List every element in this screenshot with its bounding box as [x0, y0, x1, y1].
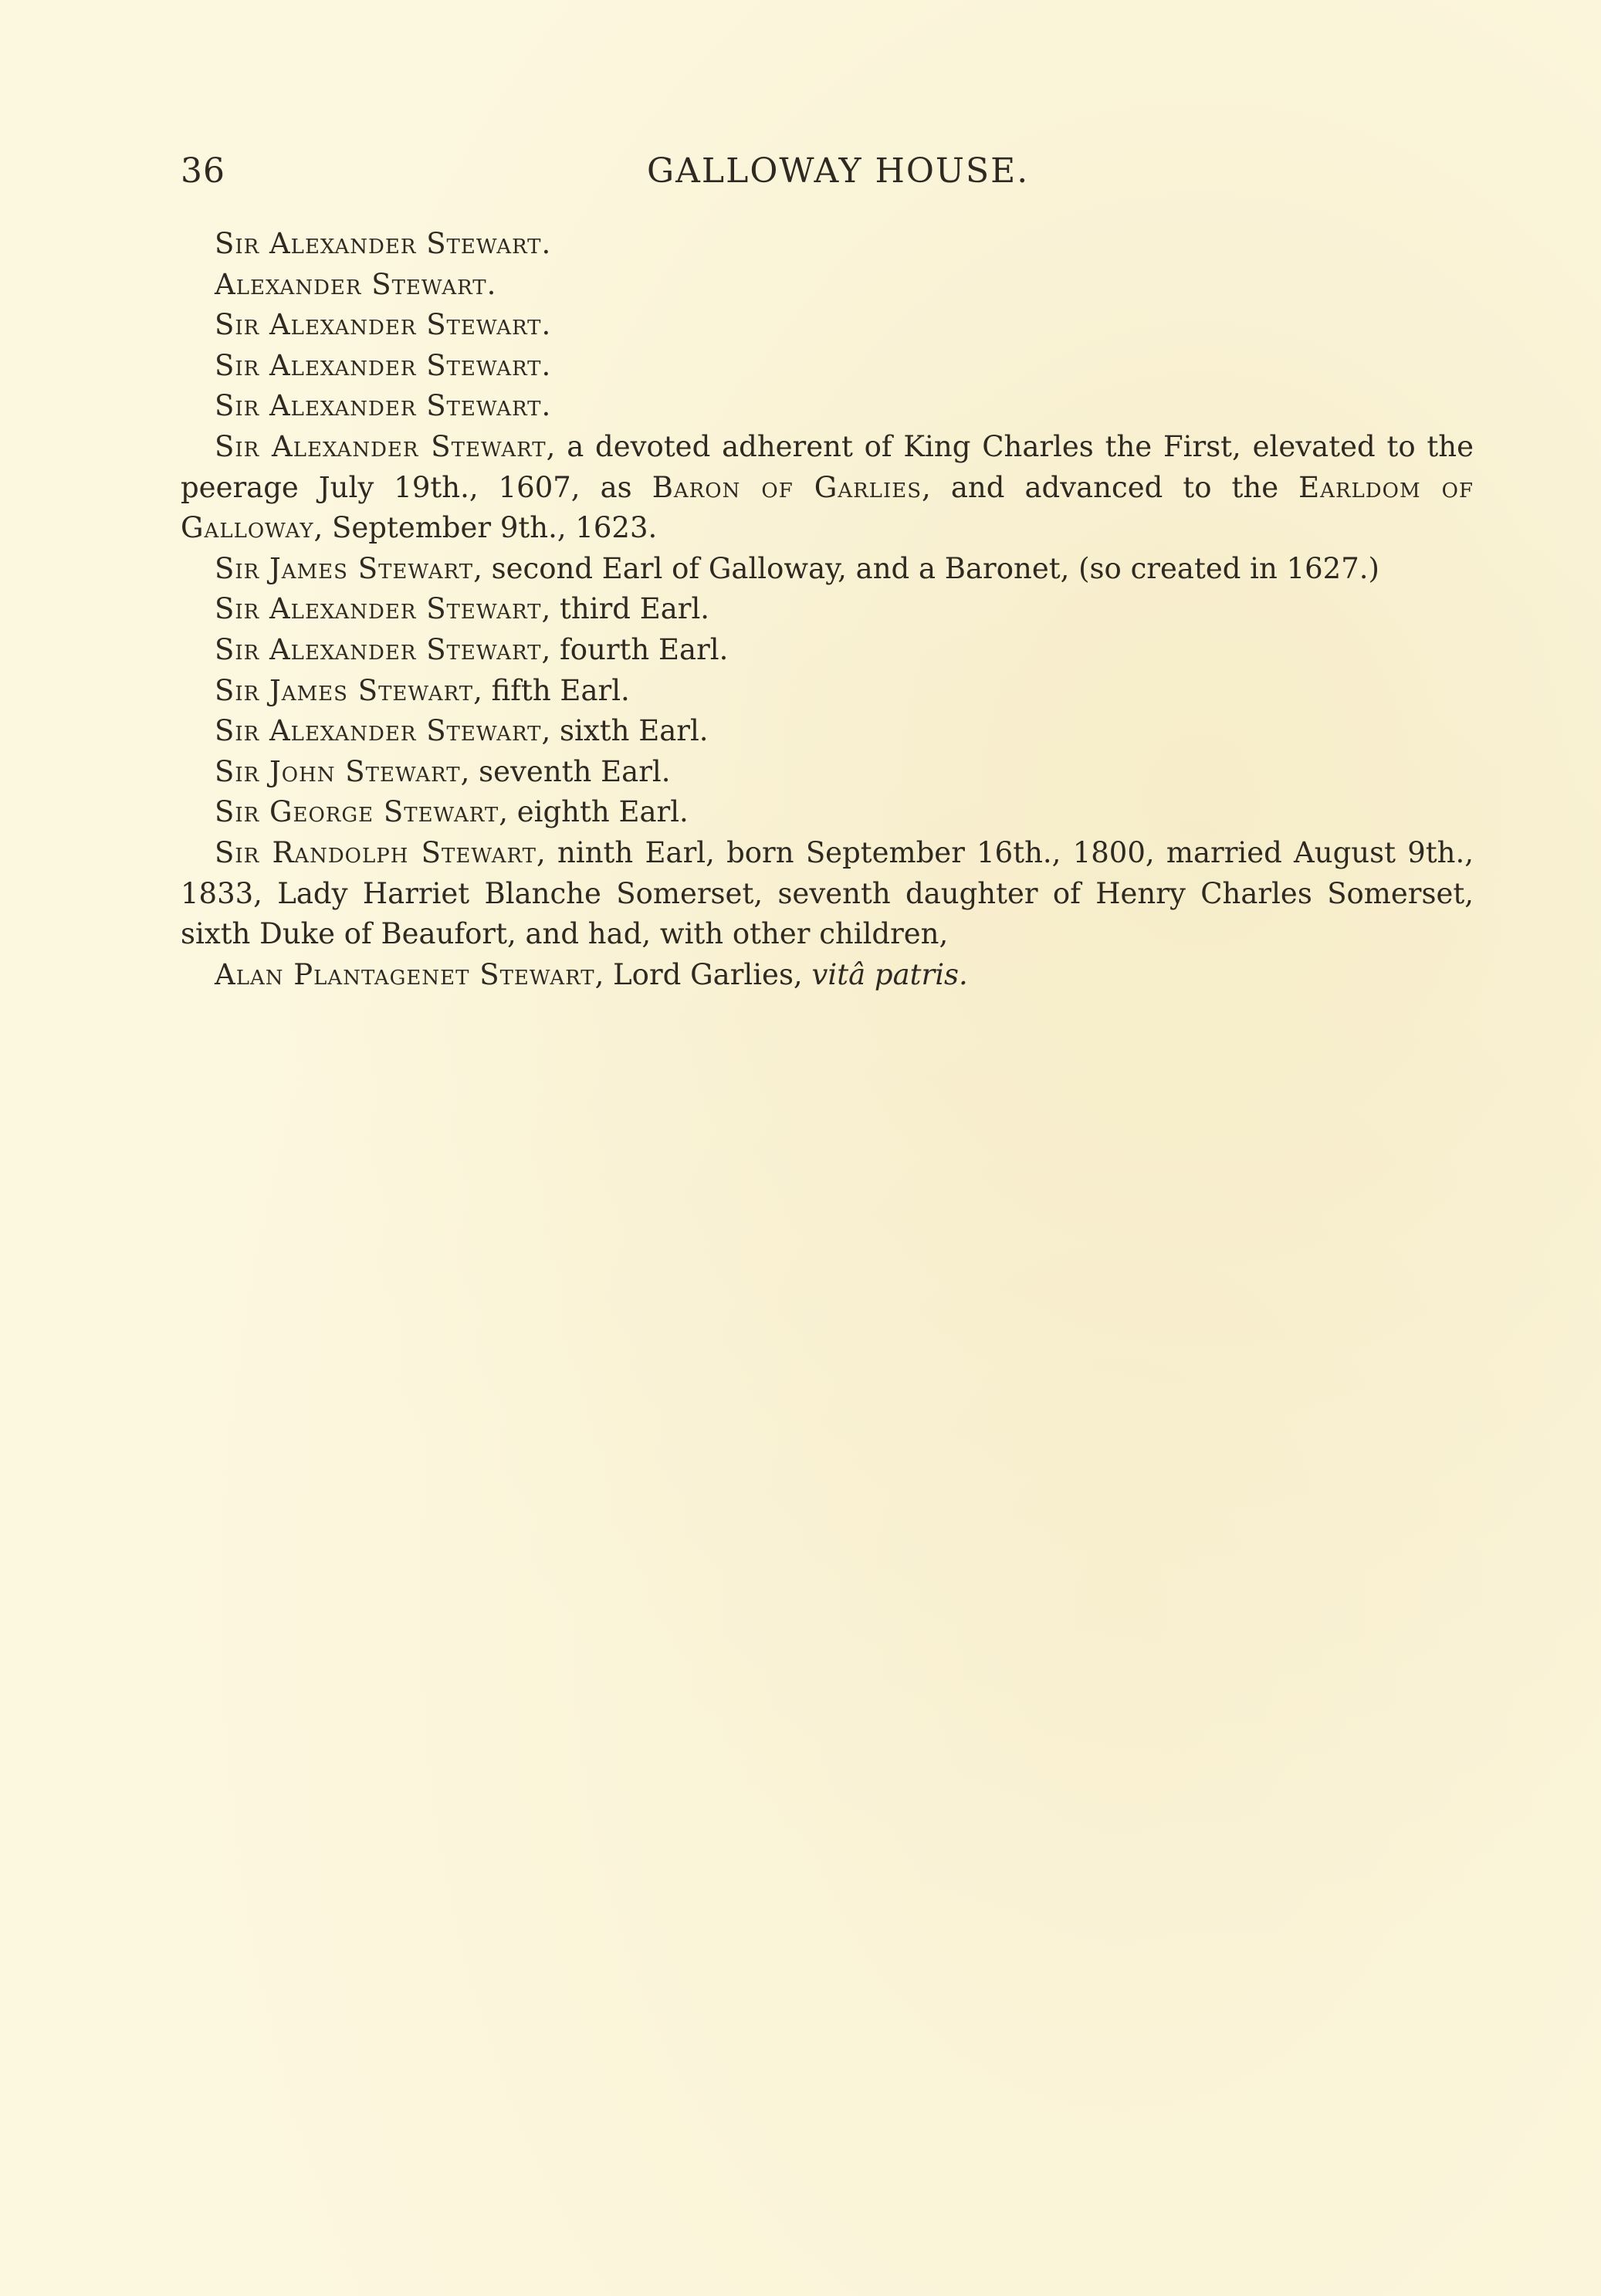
- entry-text: .: [541, 389, 551, 423]
- entry-text: , Lord Garlies,: [594, 957, 812, 991]
- list-item: [181, 833, 1474, 955]
- list-item: [181, 752, 1474, 793]
- entry-text: , seventh Earl.: [460, 754, 671, 788]
- person-name: Sir Alexander Stewart: [215, 632, 542, 666]
- running-head: [181, 151, 1477, 198]
- genealogy-list: [181, 224, 1474, 995]
- list-item: [181, 792, 1474, 833]
- person-name: Sir Randolph Stewart: [215, 835, 537, 869]
- entry-text: , and advanced to the: [922, 470, 1299, 504]
- entry-text: , second Earl of Galloway, and a Baronet, (so created in 1627.): [473, 551, 1379, 585]
- list-item: [181, 589, 1474, 630]
- person-name: Sir Alexander Stewart: [215, 308, 542, 342]
- page-number: 36: [181, 151, 225, 191]
- person-name: Sir Alexander Stewart: [215, 714, 542, 748]
- list-item: [181, 711, 1474, 752]
- entry-text: , fourth Earl.: [541, 632, 729, 666]
- entry-text: , September 9th., 1623.: [313, 511, 658, 545]
- person-name: Sir George Stewart: [215, 795, 499, 829]
- entry-text: .: [486, 267, 496, 301]
- list-item: [181, 305, 1474, 346]
- list-item: [181, 346, 1474, 387]
- person-name: Alan Plantagenet Stewart: [215, 957, 595, 991]
- running-title: GALLOWAY HOUSE.: [647, 151, 1030, 191]
- peerage-title: Baron of Garlies: [652, 470, 922, 504]
- list-item: [181, 955, 1474, 996]
- entry-text: , ninth Earl, born September 16th., 1800, married August 9th., 1833, Lady Harriet Blanche Somerset, seventh daughter of Henry Charles Somerset, sixth Duke of Beaufort, and had, with other children,: [181, 835, 1474, 951]
- list-item: [181, 630, 1474, 671]
- list-item: [181, 224, 1474, 265]
- person-name: Sir Alexander Stewart: [215, 348, 542, 382]
- list-item: [181, 671, 1474, 712]
- person-name: Sir James Stewart: [215, 673, 474, 707]
- person-name: Sir James Stewart: [215, 551, 474, 585]
- entry-text: , a devoted adherent of King Charles the First, elevated to the peerage July 19th., 1607, as: [181, 429, 1474, 504]
- person-name: Sir Alexander Stewart: [215, 429, 547, 463]
- person-name: Sir Alexander Stewart: [215, 227, 542, 260]
- person-name: Sir Alexander Stewart: [215, 389, 542, 423]
- person-name: Sir Alexander Stewart: [215, 592, 542, 626]
- person-name: Sir John Stewart: [215, 754, 461, 788]
- list-item: [181, 549, 1474, 590]
- list-item: [181, 427, 1474, 549]
- peerage-title: Earldom of Galloway: [181, 470, 1474, 545]
- entry-text: .: [541, 308, 551, 342]
- latin-phrase: vitâ patris.: [811, 957, 968, 991]
- list-item: [181, 265, 1474, 306]
- entry-text: .: [541, 348, 551, 382]
- entry-text: .: [541, 227, 551, 260]
- entry-text: , sixth Earl.: [541, 714, 709, 748]
- person-name: Alexander Stewart: [215, 267, 487, 301]
- list-item: [181, 386, 1474, 427]
- entry-text: , fifth Earl.: [473, 673, 630, 707]
- entry-text: , eighth Earl.: [499, 795, 689, 829]
- entry-text: , third Earl.: [541, 592, 710, 626]
